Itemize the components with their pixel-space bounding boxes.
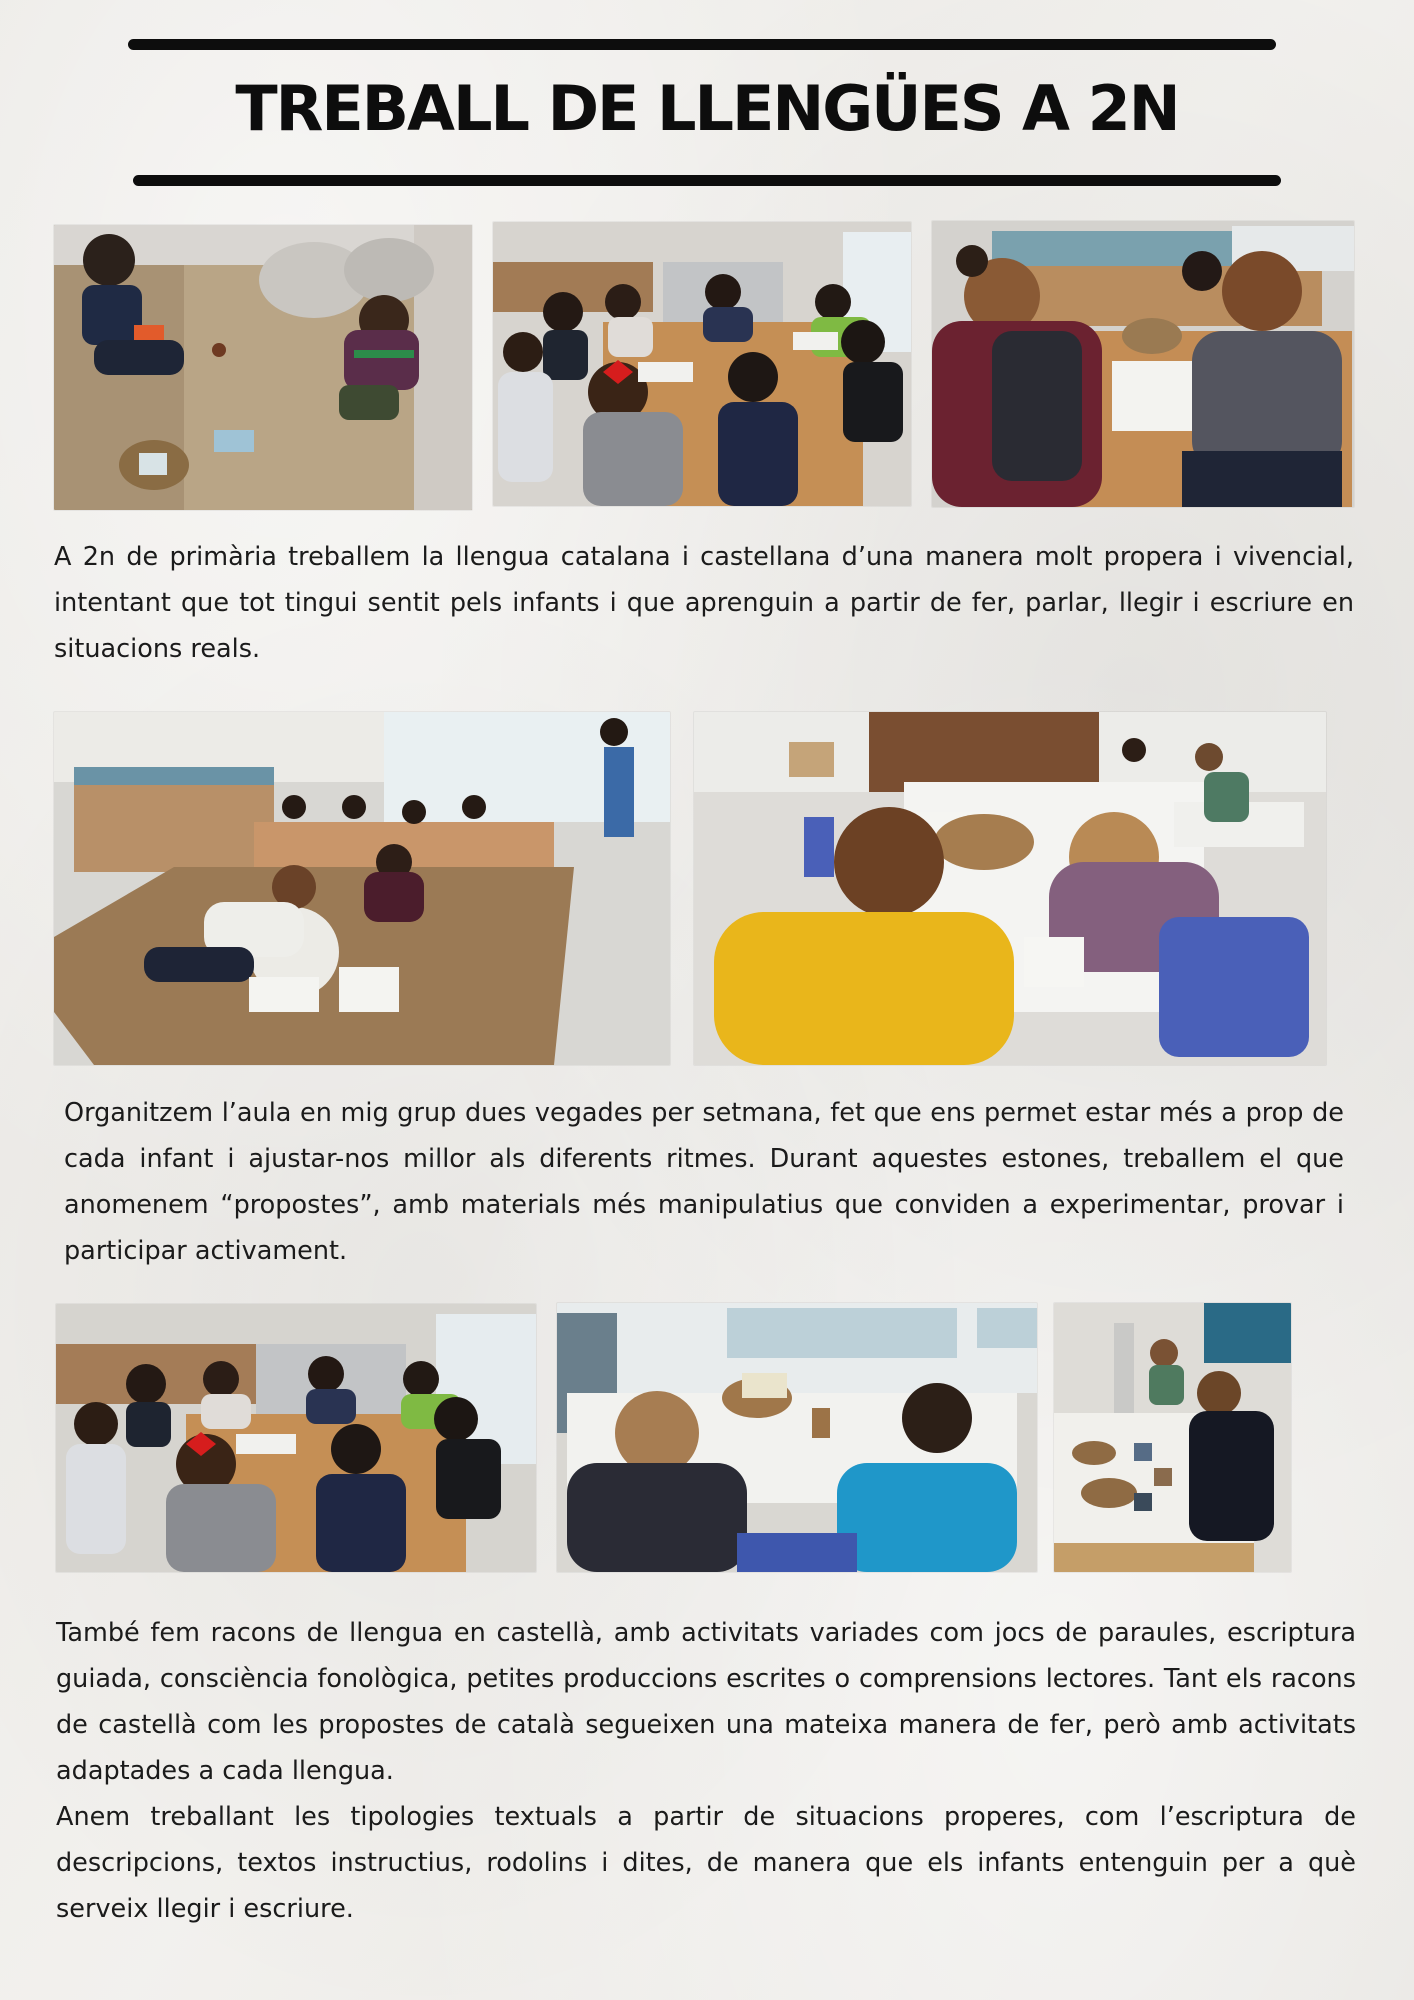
photo-children-reading-at-table: [694, 712, 1326, 1065]
photo-two-children-at-table: [557, 1303, 1037, 1572]
top-rule: [128, 39, 1276, 50]
photo-children-on-floor-platform: [1054, 1303, 1291, 1572]
photo-classroom-rug-activity: [54, 712, 670, 1065]
activities-paragraph: [56, 1610, 1356, 1932]
photo-group-working-at-table: [56, 1304, 536, 1572]
photo-children-writing-at-table: [493, 222, 911, 506]
organization-paragraph-text: Organitzem l’aula en mig grup dues vegades per setmana, fet que ens permet estar més a prop de cada infant i ajustar-nos millor als diferents ritmes. Durant aquestes estones, treballem el que anomenem “propostes”, amb materials més manipulatius que conviden a experimentar, provar i participar activament.: [64, 1098, 1344, 1266]
textual-typologies-paragraph-text: Anem treballant les tipologies textuals a partir de situacions properes, com l’escriptura de descripcions, textos instructius, rodolins i dites, de manera que els infants entenguin per a què serveix llegir i escriure.: [56, 1802, 1356, 1924]
page-title: TREBALL DE LLENGÜES A 2N: [235, 72, 1179, 145]
intro-paragraph-text: A 2n de primària treballem la llengua catalana i castellana d’una manera molt propera i vivencial, intentant que tot tingui sentit pels infants i que aprenguin a partir de fer, parlar, llegir i escriure en situacions reals.: [54, 542, 1354, 664]
bottom-rule: [133, 175, 1281, 186]
organization-paragraph: [64, 1090, 1344, 1274]
intro-paragraph: [54, 534, 1354, 672]
photo-children-playing-on-rug: [54, 225, 472, 510]
activities-paragraph-text: També fem racons de llengua en castellà, amb activitats variades com jocs de paraules, escriptura guiada, consciència fonològica, petites produccions escrites o comprensions lectores. Tant els racons de castellà com les propostes de català segueixen una mateixa manera de fer, però amb activitats adaptades a cada llengua.: [56, 1618, 1356, 1786]
photo-girl-writing-in-notebook: [932, 221, 1354, 507]
